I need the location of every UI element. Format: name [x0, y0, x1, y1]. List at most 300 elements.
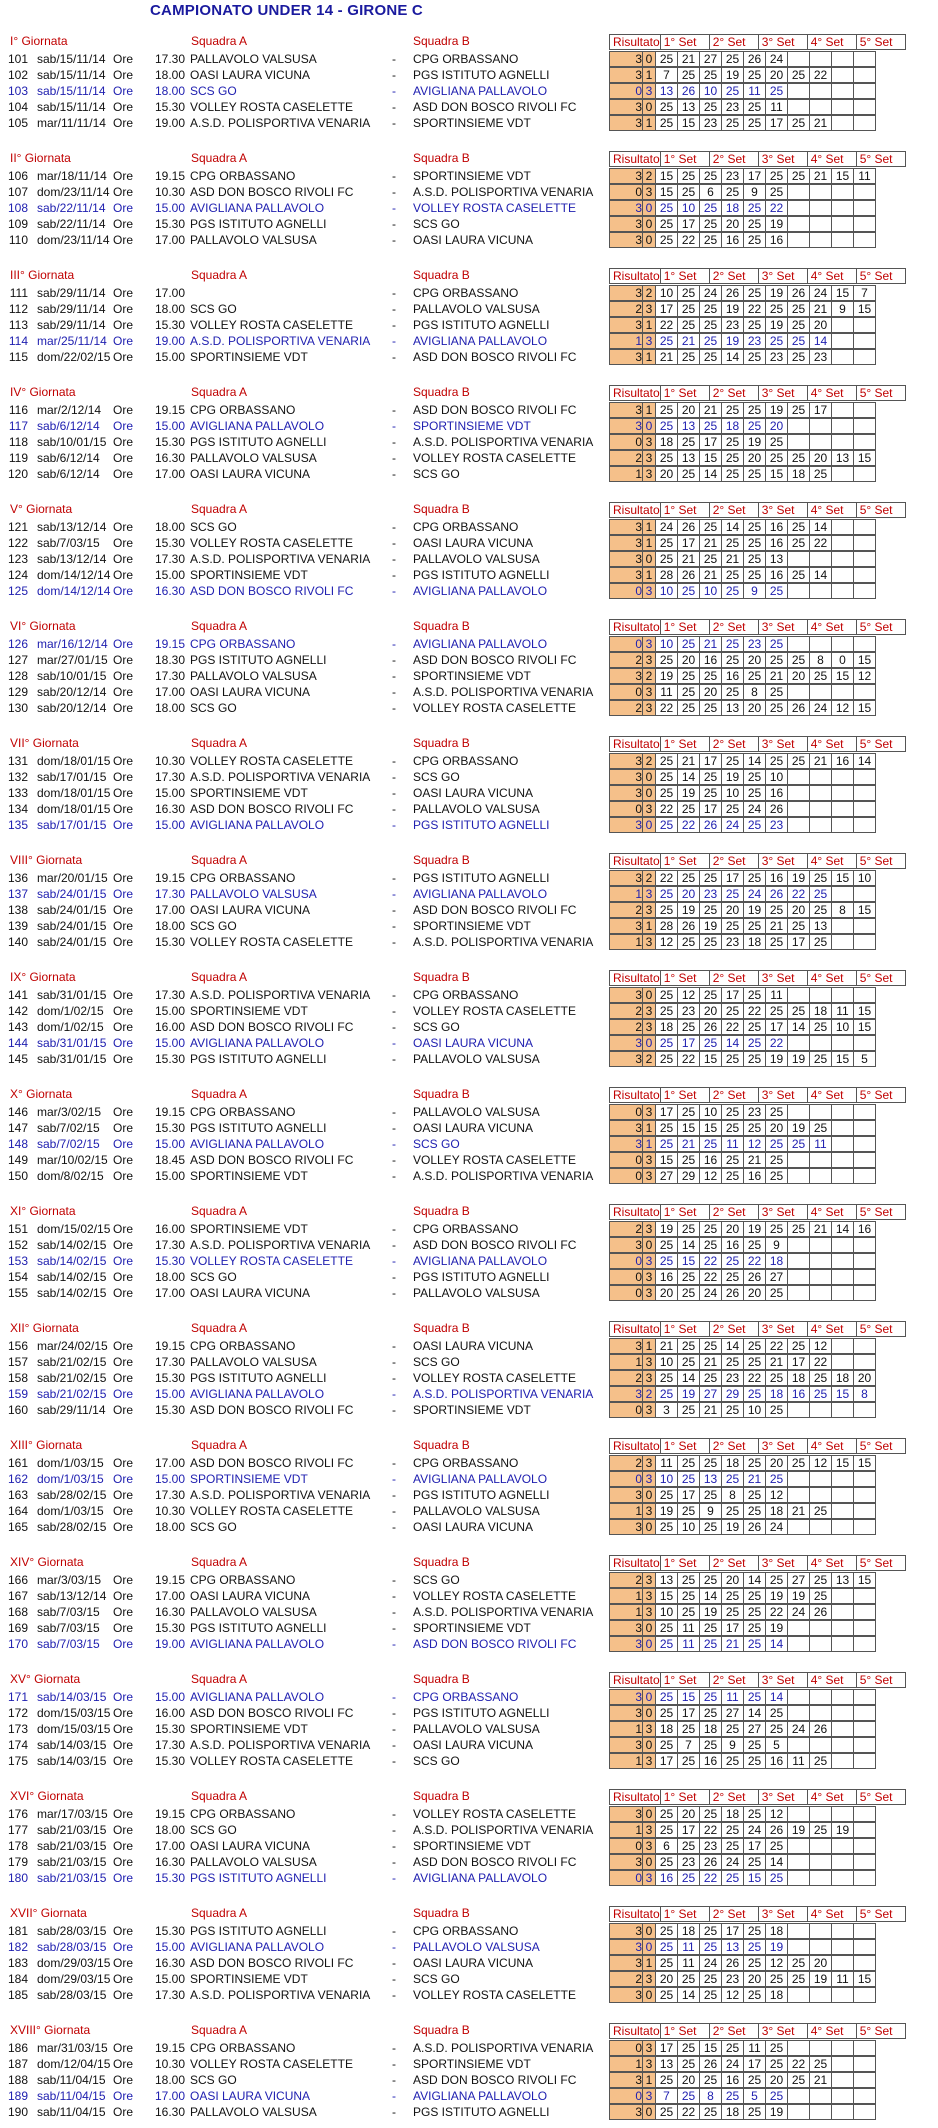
set-score-cell [788, 217, 810, 232]
ora-label: Ore [113, 52, 134, 66]
set-score-cell: 14 [700, 1589, 722, 1604]
set-score-cell [832, 552, 854, 567]
risultato-header: Risultato [610, 1907, 661, 1922]
result-cell: 2 [610, 1004, 643, 1019]
set-score-cell: 24 [722, 1855, 744, 1870]
match-row [0, 700, 938, 716]
team-a: CPG ORBASSANO [190, 403, 296, 417]
match-row [0, 1870, 938, 1886]
set-score-cell [854, 2089, 876, 2104]
match-row [0, 1003, 938, 1019]
set-score-cell: 10 [656, 286, 678, 301]
set-score-cell: 15 [854, 1020, 876, 1035]
team-b: PALLAVOLO VALSUSA [413, 1105, 540, 1119]
set-score-cell: 25 [656, 201, 678, 216]
set-score-cell [832, 1472, 854, 1487]
match-time: 16.30 [155, 1956, 186, 1971]
set-score-cell: 25 [700, 1690, 722, 1705]
set-score-cell: 19 [656, 1222, 678, 1237]
separator: - [392, 419, 396, 434]
result-cell: 3 [610, 1738, 643, 1753]
squadra-b-header: Squadra B [413, 268, 470, 282]
match-row [0, 67, 938, 83]
set-score-cell [810, 1940, 832, 1955]
set-score-cell [832, 1690, 854, 1705]
set-score-cell: 20 [678, 2073, 700, 2088]
team-a: AVIGLIANA PALLAVOLO [190, 1387, 325, 1402]
score-cells [609, 1168, 876, 1184]
set-score-cell [832, 334, 854, 349]
set-score-cell: 25 [656, 1121, 678, 1136]
set-header: 1° Set [660, 1790, 709, 1805]
giornata-label: X° Giornata [10, 1087, 73, 1101]
set-score-cell: 25 [810, 1052, 832, 1067]
match-number: 160 [7, 1403, 28, 1418]
team-a: OASI LAURA VICUNA [190, 1839, 311, 1854]
squadra-b-header: Squadra B [413, 736, 470, 750]
match-row [0, 1370, 938, 1386]
match-time: 15.00 [155, 786, 186, 801]
set-score-cell: 16 [700, 1153, 722, 1168]
results-header [609, 619, 906, 635]
team-b: PALLAVOLO VALSUSA [413, 1052, 540, 1067]
match-date: sab/7/02/15 [37, 1137, 100, 1152]
team-b: AVIGLIANA PALLAVOLO [413, 334, 548, 349]
result-cell: 0 [643, 419, 656, 434]
ora-label: Ore [113, 1589, 134, 1604]
set-score-cell: 25 [700, 1621, 722, 1636]
score-cells [609, 668, 876, 684]
result-cell: 0 [610, 2041, 643, 2056]
set-score-cell [854, 1238, 876, 1253]
squadra-b-header: Squadra B [413, 1555, 470, 1569]
set-score-cell: 25 [722, 2089, 744, 2104]
team-a: ASD DON BOSCO RIVOLI FC [190, 802, 354, 817]
set-score-cell [854, 770, 876, 785]
match-date: sab/6/12/14 [37, 467, 100, 482]
squadra-b-header: Squadra B [413, 2023, 470, 2037]
result-cell: 1 [643, 350, 656, 365]
set-score-cell [854, 350, 876, 365]
set-score-cell: 25 [722, 802, 744, 817]
score-cells [609, 1354, 876, 1370]
set-score-cell: 22 [656, 318, 678, 333]
set-score-cell: 18 [810, 1004, 832, 1019]
team-b: PALLAVOLO VALSUSA [413, 1286, 540, 1301]
match-number: 166 [7, 1573, 28, 1587]
match-row [0, 1503, 938, 1519]
result-cell: 1 [643, 2073, 656, 2088]
set-score-cell: 23 [678, 1855, 700, 1870]
score-cells [609, 918, 876, 934]
set-score-cell: 12 [810, 1456, 832, 1471]
set-score-cell: 25 [766, 84, 788, 99]
result-cell: 0 [610, 84, 643, 99]
set-score-cell: 23 [722, 1972, 744, 1987]
separator: - [392, 568, 396, 583]
result-cell: 3 [643, 435, 656, 450]
match-time: 15.00 [155, 1036, 186, 1051]
match-time: 16.30 [155, 584, 186, 599]
result-cell: 3 [643, 1403, 656, 1418]
set-score-cell: 17 [722, 988, 744, 1003]
team-b: AVIGLIANA PALLAVOLO [413, 84, 548, 99]
set-score-cell: 26 [744, 52, 766, 67]
team-b: SCS GO [413, 1355, 460, 1370]
score-cells [609, 567, 876, 583]
ora-label: Ore [113, 169, 134, 183]
match-row [0, 1753, 938, 1769]
set-score-cell: 9 [832, 302, 854, 317]
team-a: PGS ISTITUTO AGNELLI [190, 1621, 327, 1636]
set-score-cell: 16 [722, 2073, 744, 2088]
separator: - [392, 286, 396, 300]
separator: - [392, 1871, 396, 1886]
result-cell: 2 [610, 1972, 643, 1987]
set-score-cell: 11 [678, 1637, 700, 1652]
team-a: SPORTINSIEME VDT [190, 568, 308, 583]
giornata-label: VIII° Giornata [10, 853, 83, 867]
set-score-cell: 25 [722, 1823, 744, 1838]
set-score-cell: 25 [700, 871, 722, 886]
ora-label: Ore [113, 2073, 134, 2088]
match-date: sab/20/12/14 [37, 685, 107, 700]
set-score-cell: 24 [744, 802, 766, 817]
set-score-cell [832, 1738, 854, 1753]
set-score-cell: 19 [766, 217, 788, 232]
ora-label: Ore [113, 1637, 134, 1652]
result-cell: 3 [643, 1839, 656, 1854]
set-score-cell: 25 [678, 669, 700, 684]
match-time: 10.30 [155, 185, 186, 200]
set-score-cell [854, 1589, 876, 1604]
set-header: 4° Set [807, 1556, 856, 1571]
set-score-cell: 26 [678, 919, 700, 934]
set-score-cell: 20 [810, 318, 832, 333]
set-score-cell: 25 [700, 302, 722, 317]
set-header: 5° Set [856, 152, 905, 167]
set-score-cell [854, 1807, 876, 1822]
set-score-cell: 25 [744, 1488, 766, 1503]
match-date: mar/20/01/15 [37, 871, 108, 885]
set-score-cell: 25 [700, 1924, 722, 1939]
set-score-cell [854, 1988, 876, 2003]
match-row [0, 1721, 938, 1737]
score-cells [609, 1338, 876, 1354]
set-score-cell [788, 1871, 810, 1886]
match-number: 122 [7, 536, 28, 551]
team-b: PGS ISTITUTO AGNELLI [413, 1706, 550, 1721]
set-header: 3° Set [758, 2024, 807, 2039]
giornata-label: V° Giornata [10, 502, 73, 516]
match-date: dom/18/01/15 [37, 754, 111, 768]
set-score-cell: 13 [810, 919, 832, 934]
match-date: sab/31/01/15 [37, 1036, 107, 1051]
team-a: A.S.D. POLISPORTIVA VENARIA [190, 116, 371, 131]
set-score-cell [832, 1153, 854, 1168]
match-time: 17.30 [155, 1238, 186, 1253]
set-score-cell: 8 [744, 685, 766, 700]
match-date: sab/24/01/15 [37, 919, 107, 934]
set-header: 3° Set [758, 503, 807, 518]
match-number: 109 [7, 217, 28, 232]
result-cell: 3 [643, 1355, 656, 1370]
match-number: 139 [7, 919, 28, 934]
set-score-cell: 8 [854, 1387, 876, 1402]
set-score-cell: 9 [766, 1238, 788, 1253]
result-cell: 0 [643, 988, 656, 1003]
set-score-cell [854, 1690, 876, 1705]
set-score-cell [788, 1706, 810, 1721]
set-header: 3° Set [758, 1556, 807, 1571]
team-b: CPG ORBASSANO [413, 1456, 519, 1470]
team-b: PALLAVOLO VALSUSA [413, 302, 540, 317]
set-score-cell [788, 2041, 810, 2056]
score-cells [609, 450, 876, 466]
team-b: AVIGLIANA PALLAVOLO [413, 584, 548, 599]
separator: - [392, 116, 396, 131]
result-cell: 3 [610, 1488, 643, 1503]
set-score-cell: 25 [678, 302, 700, 317]
match-date: dom/23/11/14 [37, 233, 110, 248]
match-number: 180 [7, 1871, 28, 1886]
result-cell: 2 [610, 903, 643, 918]
set-score-cell: 20 [854, 1371, 876, 1386]
set-score-cell: 23 [722, 318, 744, 333]
set-score-cell: 25 [700, 1972, 722, 1987]
result-cell: 1 [643, 520, 656, 535]
match-number: 181 [7, 1924, 28, 1938]
set-score-cell [854, 467, 876, 482]
match-date: sab/28/03/15 [37, 1924, 107, 1938]
team-a: SPORTINSIEME VDT [190, 1972, 308, 1987]
match-time: 10.30 [155, 754, 186, 768]
result-cell: 3 [610, 568, 643, 583]
match-row [0, 785, 938, 801]
set-score-cell: 25 [744, 1690, 766, 1705]
set-score-cell: 11 [722, 1137, 744, 1152]
set-score-cell: 25 [656, 451, 678, 466]
set-score-cell: 15 [744, 1871, 766, 1886]
set-score-cell [854, 637, 876, 652]
score-cells [609, 1370, 876, 1386]
result-cell: 3 [610, 1940, 643, 1955]
set-header: 1° Set [660, 269, 709, 284]
score-cells [609, 1487, 876, 1503]
set-score-cell: 25 [700, 669, 722, 684]
set-score-cell: 25 [766, 1286, 788, 1301]
set-header: 5° Set [856, 1907, 905, 1922]
match-date: dom/12/04/15 [37, 2057, 111, 2072]
set-score-cell [832, 84, 854, 99]
set-score-cell: 25 [766, 1105, 788, 1120]
set-score-cell: 25 [700, 1456, 722, 1471]
set-score-cell [832, 217, 854, 232]
match-row [0, 567, 938, 583]
set-score-cell: 18 [656, 435, 678, 450]
set-score-cell: 25 [656, 653, 678, 668]
set-score-cell: 25 [766, 637, 788, 652]
match-number: 183 [7, 1956, 28, 1971]
squadra-a-header: Squadra A [191, 1672, 248, 1686]
set-header: 2° Set [709, 1673, 758, 1688]
ora-label: Ore [113, 637, 134, 651]
set-score-cell: 21 [700, 403, 722, 418]
score-cells [609, 115, 876, 131]
result-cell: 1 [610, 1722, 643, 1737]
set-header: 3° Set [758, 386, 807, 401]
set-score-cell: 18 [700, 1722, 722, 1737]
squadra-b-header: Squadra B [413, 502, 470, 516]
set-score-cell [810, 685, 832, 700]
match-time: 16.30 [155, 2105, 186, 2120]
set-score-cell [854, 1169, 876, 1184]
set-header: 4° Set [807, 152, 856, 167]
team-b: CPG ORBASSANO [413, 988, 519, 1002]
result-cell: 0 [643, 233, 656, 248]
ora-label: Ore [113, 1355, 134, 1370]
team-b: SCS GO [413, 217, 460, 232]
match-row [0, 1487, 938, 1503]
set-score-cell: 23 [744, 1105, 766, 1120]
match-number: 116 [8, 403, 28, 417]
set-score-cell: 25 [722, 1169, 744, 1184]
score-cells [609, 551, 876, 567]
set-score-cell: 25 [744, 1940, 766, 1955]
set-header: 3° Set [758, 152, 807, 167]
set-score-cell: 21 [722, 552, 744, 567]
score-cells [609, 1152, 876, 1168]
result-cell: 2 [610, 1573, 643, 1588]
set-score-cell [854, 1472, 876, 1487]
team-a: VOLLEY ROSTA CASELETTE [190, 1504, 353, 1519]
match-time: 18.00 [155, 302, 186, 317]
team-a: A.S.D. POLISPORTIVA VENARIA [190, 334, 371, 349]
match-date: sab/21/03/15 [37, 1839, 107, 1854]
set-score-cell: 25 [700, 1036, 722, 1051]
result-cell: 0 [643, 1690, 656, 1705]
set-score-cell: 15 [832, 286, 854, 301]
set-score-cell: 25 [722, 52, 744, 67]
match-row [0, 1689, 938, 1705]
set-score-cell [810, 1254, 832, 1269]
set-score-cell: 25 [700, 1807, 722, 1822]
set-score-cell: 25 [744, 1121, 766, 1136]
result-cell: 3 [610, 68, 643, 83]
set-score-cell: 25 [700, 201, 722, 216]
set-score-cell: 25 [810, 1754, 832, 1769]
result-cell: 3 [643, 584, 656, 599]
set-header: 3° Set [758, 1322, 807, 1337]
set-score-cell: 26 [700, 1020, 722, 1035]
set-score-cell: 25 [744, 568, 766, 583]
score-cells [609, 2104, 876, 2120]
set-score-cell: 22 [700, 1823, 722, 1838]
set-score-cell: 25 [656, 1807, 678, 1822]
separator: - [392, 169, 396, 183]
score-cells [609, 333, 876, 349]
result-cell: 2 [643, 1387, 656, 1402]
set-score-cell: 18 [766, 1387, 788, 1402]
separator: - [392, 2089, 396, 2104]
set-score-cell: 20 [744, 701, 766, 716]
results-header [609, 1789, 906, 1805]
set-score-cell: 19 [810, 1972, 832, 1987]
set-score-cell: 16 [766, 786, 788, 801]
match-date: sab/21/02/15 [37, 1387, 107, 1402]
set-score-cell: 20 [656, 1972, 678, 1987]
team-b: A.S.D. POLISPORTIVA VENARIA [413, 185, 594, 200]
team-a: A.S.D. POLISPORTIVA VENARIA [190, 1488, 371, 1503]
set-score-cell: 21 [678, 754, 700, 769]
score-cells [609, 434, 876, 450]
set-header: 4° Set [807, 1673, 856, 1688]
set-score-cell: 16 [766, 871, 788, 886]
match-number: 158 [7, 1371, 28, 1386]
match-number: 134 [7, 802, 28, 817]
set-score-cell: 11 [810, 1137, 832, 1152]
match-time: 16.30 [155, 802, 186, 817]
team-a: CPG ORBASSANO [190, 1807, 296, 1821]
giornata-label: XV° Giornata [10, 1672, 81, 1686]
set-score-cell: 27 [700, 1387, 722, 1402]
set-score-cell: 12 [766, 1956, 788, 1971]
set-score-cell: 25 [722, 1754, 744, 1769]
team-b: AVIGLIANA PALLAVOLO [413, 887, 548, 902]
set-score-cell: 13 [722, 1940, 744, 1955]
set-score-cell [788, 1105, 810, 1120]
set-score-cell: 25 [678, 1456, 700, 1471]
separator: - [392, 653, 396, 668]
team-a: CPG ORBASSANO [190, 169, 296, 183]
set-score-cell: 17 [722, 1924, 744, 1939]
set-score-cell [832, 520, 854, 535]
set-score-cell [788, 185, 810, 200]
set-score-cell: 25 [722, 1004, 744, 1019]
set-score-cell: 25 [766, 935, 788, 950]
set-score-cell: 21 [678, 552, 700, 567]
set-header: 1° Set [660, 620, 709, 635]
match-time: 15.30 [155, 435, 186, 450]
set-score-cell: 14 [722, 1339, 744, 1354]
set-score-cell: 14 [810, 568, 832, 583]
set-score-cell: 8 [810, 653, 832, 668]
team-a: PGS ISTITUTO AGNELLI [190, 1121, 327, 1136]
separator: - [392, 701, 396, 716]
set-score-cell: 26 [766, 1823, 788, 1838]
team-b: CPG ORBASSANO [413, 52, 519, 66]
separator: - [392, 1371, 396, 1386]
set-score-cell: 15 [854, 1972, 876, 1987]
match-number: 172 [7, 1706, 28, 1721]
match-time: 15.00 [155, 1972, 186, 1987]
set-score-cell [854, 2105, 876, 2120]
set-header: 2° Set [709, 503, 758, 518]
match-number: 161 [7, 1456, 28, 1470]
set-score-cell [854, 1504, 876, 1519]
set-score-cell: 25 [678, 1020, 700, 1035]
set-score-cell: 7 [678, 1738, 700, 1753]
match-row [0, 551, 938, 567]
set-score-cell [832, 52, 854, 67]
match-number: 129 [7, 685, 28, 700]
team-a: CPG ORBASSANO [190, 1105, 296, 1119]
set-score-cell: 25 [678, 1339, 700, 1354]
set-score-cell: 18 [722, 201, 744, 216]
set-score-cell: 18 [788, 467, 810, 482]
set-score-cell: 19 [766, 1589, 788, 1604]
score-cells [609, 769, 876, 785]
